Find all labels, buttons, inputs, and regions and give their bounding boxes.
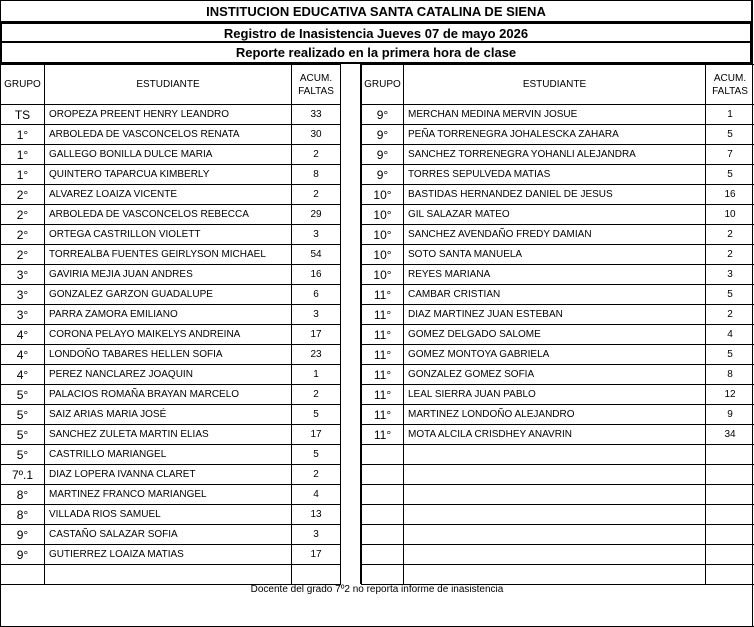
absences-cell: 5 — [292, 405, 341, 425]
group-cell — [362, 545, 404, 565]
group-cell: 4° — [1, 345, 45, 365]
group-cell: 3° — [1, 305, 45, 325]
absences-cell: 4 — [292, 485, 341, 505]
student-name-cell — [404, 525, 706, 545]
table-row — [362, 205, 754, 225]
group-cell — [362, 505, 404, 525]
student-name-cell: GOMEZ DELGADO SALOME — [404, 325, 706, 345]
group-cell: 4° — [1, 365, 45, 385]
group-cell: 9° — [1, 545, 45, 565]
student-name-cell: PALACIOS ROMAÑA BRAYAN MARCELO — [45, 385, 292, 405]
group-cell — [362, 485, 404, 505]
absences-cell: 16 — [706, 185, 754, 205]
group-cell: 2° — [1, 245, 45, 265]
absences-cell — [292, 565, 341, 585]
absences-cell: 5 — [706, 285, 754, 305]
absences-cell — [706, 445, 754, 465]
group-cell: 11° — [362, 325, 404, 345]
student-name-cell: SANCHEZ ZULETA MARTIN ELIAS — [45, 425, 292, 445]
table-row — [362, 525, 754, 545]
group-cell: 11° — [362, 405, 404, 425]
group-cell: 3° — [1, 265, 45, 285]
absences-cell: 5 — [706, 125, 754, 145]
group-cell: 11° — [362, 365, 404, 385]
student-name-cell: ORTEGA CASTRILLON VIOLETT — [45, 225, 292, 245]
group-cell: 3° — [1, 285, 45, 305]
student-name-cell — [404, 545, 706, 565]
absences-cell: 5 — [706, 345, 754, 365]
group-cell: 2° — [1, 205, 45, 225]
table-row — [362, 285, 754, 305]
absences-cell: 12 — [706, 385, 754, 405]
absences-cell: 1 — [292, 365, 341, 385]
table-row — [1, 105, 341, 125]
student-name-cell: MERCHAN MEDINA MERVIN JOSUE — [404, 105, 706, 125]
table-row — [362, 105, 754, 125]
group-cell: 1° — [1, 165, 45, 185]
absences-cell: 9 — [706, 405, 754, 425]
absences-cell: 13 — [292, 505, 341, 525]
group-cell: 9° — [362, 145, 404, 165]
group-cell: 1° — [1, 145, 45, 165]
absences-cell: 17 — [292, 325, 341, 345]
table-row — [362, 245, 754, 265]
group-cell: 9° — [362, 165, 404, 185]
table-row — [362, 305, 754, 325]
student-name-cell: SANCHEZ AVENDAÑO FREDY DAMIAN — [404, 225, 706, 245]
group-cell: 11° — [362, 385, 404, 405]
absences-cell: 2 — [292, 385, 341, 405]
student-name-cell: SOTO SANTA MANUELA — [404, 245, 706, 265]
absences-cell: 3 — [292, 305, 341, 325]
student-name-cell: GIL SALAZAR MATEO — [404, 205, 706, 225]
student-name-cell — [404, 565, 706, 585]
absences-cell: 3 — [292, 225, 341, 245]
table-row — [1, 185, 341, 205]
col-grupo: GRUPO — [1, 65, 45, 105]
table-row — [362, 465, 754, 485]
table-row — [1, 445, 341, 465]
student-name-cell: ARBOLEDA DE VASCONCELOS RENATA — [45, 125, 292, 145]
table-row — [1, 205, 341, 225]
student-name-cell: LONDOÑO TABARES HELLEN SOFIA — [45, 345, 292, 365]
student-name-cell: QUINTERO TAPARCUA KIMBERLY — [45, 165, 292, 185]
school-title: INSTITUCION EDUCATIVA SANTA CATALINA DE SIENA — [0, 0, 752, 22]
table-row — [1, 265, 341, 285]
absences-cell: 30 — [292, 125, 341, 145]
table-row — [1, 325, 341, 345]
table-row — [1, 465, 341, 485]
absences-cell: 4 — [706, 325, 754, 345]
table-row — [362, 545, 754, 565]
student-name-cell: TORREALBA FUENTES GEIRLYSON MICHAEL — [45, 245, 292, 265]
student-name-cell: OROPEZA PREENT HENRY LEANDRO — [45, 105, 292, 125]
group-cell: 7º.1 — [1, 465, 45, 485]
table-row — [362, 485, 754, 505]
table-row — [362, 325, 754, 345]
student-name-cell: GALLEGO BONILLA DULCE MARIA — [45, 145, 292, 165]
col-estudiante: ESTUDIANTE — [45, 65, 292, 105]
group-cell: 11° — [362, 345, 404, 365]
student-name-cell: CASTAÑO SALAZAR SOFIA — [45, 525, 292, 545]
student-name-cell: CASTRILLO MARIANGEL — [45, 445, 292, 465]
absences-cell — [706, 505, 754, 525]
group-cell: 11° — [362, 425, 404, 445]
table-row — [362, 345, 754, 365]
student-name-cell: SAIZ ARIAS MARIA JOSÉ — [45, 405, 292, 425]
student-name-cell: GUTIERREZ LOAIZA MATIAS — [45, 545, 292, 565]
group-cell: 11° — [362, 305, 404, 325]
table-row — [1, 505, 341, 525]
student-name-cell: MOTA ALCILA CRISDHEY ANAVRIN — [404, 425, 706, 445]
group-cell: 9° — [362, 125, 404, 145]
student-name-cell — [404, 485, 706, 505]
group-cell — [362, 525, 404, 545]
absences-cell: 7 — [706, 145, 754, 165]
col-grupo: GRUPO — [362, 65, 404, 105]
student-name-cell — [45, 565, 292, 585]
absences-cell: 34 — [706, 425, 754, 445]
table-row — [362, 165, 754, 185]
absences-cell: 3 — [706, 265, 754, 285]
register-title: Registro de Inasistencia Jueves 07 de mayo 2026 — [0, 22, 752, 43]
student-name-cell: LEAL SIERRA JUAN PABLO — [404, 385, 706, 405]
group-cell: 2° — [1, 185, 45, 205]
absences-cell: 10 — [706, 205, 754, 225]
absences-cell — [706, 525, 754, 545]
table-row — [1, 385, 341, 405]
absences-cell: 2 — [706, 305, 754, 325]
group-cell: 10° — [362, 225, 404, 245]
student-name-cell — [404, 445, 706, 465]
absences-cell: 29 — [292, 205, 341, 225]
group-cell: 4° — [1, 325, 45, 345]
table-row — [362, 125, 754, 145]
absences-cell: 5 — [706, 165, 754, 185]
student-name-cell: TORRES SEPULVEDA MATIAS — [404, 165, 706, 185]
absences-cell — [706, 545, 754, 565]
absences-cell: 2 — [706, 245, 754, 265]
table-row — [362, 405, 754, 425]
table-row — [1, 485, 341, 505]
table-row — [362, 265, 754, 285]
group-cell: 10° — [362, 185, 404, 205]
table-row — [1, 225, 341, 245]
student-name-cell: GONZALEZ GARZON GUADALUPE — [45, 285, 292, 305]
table-row — [1, 425, 341, 445]
table-row — [1, 165, 341, 185]
student-name-cell: DIAZ MARTINEZ JUAN ESTEBAN — [404, 305, 706, 325]
group-cell: 5° — [1, 405, 45, 425]
student-name-cell — [404, 465, 706, 485]
group-cell: 10° — [362, 205, 404, 225]
table-row — [362, 145, 754, 165]
group-cell: 5° — [1, 385, 45, 405]
table-row — [1, 545, 341, 565]
group-cell — [362, 565, 404, 585]
absences-cell: 2 — [706, 225, 754, 245]
table-row — [1, 405, 341, 425]
absences-cell: 17 — [292, 425, 341, 445]
absences-cell: 17 — [292, 545, 341, 565]
table-row — [362, 385, 754, 405]
absences-cell: 23 — [292, 345, 341, 365]
student-name-cell: BASTIDAS HERNANDEZ DANIEL DE JESUS — [404, 185, 706, 205]
table-row — [1, 345, 341, 365]
group-cell — [362, 445, 404, 465]
student-name-cell: VILLADA RIOS SAMUEL — [45, 505, 292, 525]
student-name-cell: PARRA ZAMORA EMILIANO — [45, 305, 292, 325]
group-cell: 8° — [1, 505, 45, 525]
absences-cell: 2 — [292, 145, 341, 165]
report-subtitle: Reporte realizado en la primera hora de clase — [0, 43, 752, 64]
col-acum-faltas: ACUM. FALTAS — [706, 65, 754, 105]
absences-cell: 2 — [292, 465, 341, 485]
table-row — [1, 285, 341, 305]
table-header-row — [362, 65, 754, 105]
student-name-cell: DIAZ LOPERA IVANNA CLARET — [45, 465, 292, 485]
student-name-cell: PEREZ NANCLAREZ JOAQUIN — [45, 365, 292, 385]
student-name-cell: GOMEZ MONTOYA GABRIELA — [404, 345, 706, 365]
table-row — [362, 505, 754, 525]
group-cell — [362, 465, 404, 485]
absences-cell: 8 — [706, 365, 754, 385]
table-row — [362, 445, 754, 465]
absences-cell: 5 — [292, 445, 341, 465]
table-row — [1, 245, 341, 265]
student-name-cell: SANCHEZ TORRENEGRA YOHANLI ALEJANDRA — [404, 145, 706, 165]
absences-cell: 8 — [292, 165, 341, 185]
student-name-cell: CAMBAR CRISTIAN — [404, 285, 706, 305]
group-cell: 10° — [362, 245, 404, 265]
table-row — [1, 125, 341, 145]
student-name-cell: ARBOLEDA DE VASCONCELOS REBECCA — [45, 205, 292, 225]
col-acum-faltas: ACUM. FALTAS — [292, 65, 341, 105]
group-cell: 1° — [1, 125, 45, 145]
footer-note: Docente del grado 7º2 no reporta informe de inasistencia — [250, 584, 504, 595]
group-cell: 10° — [362, 265, 404, 285]
group-cell: 8° — [1, 485, 45, 505]
student-name-cell — [404, 505, 706, 525]
frame-right — [752, 0, 753, 627]
attendance-table-left — [0, 64, 341, 585]
absences-cell: 2 — [292, 185, 341, 205]
group-cell: 5° — [1, 445, 45, 465]
absences-cell: 1 — [706, 105, 754, 125]
student-name-cell: CORONA PELAYO MAIKELYS ANDREINA — [45, 325, 292, 345]
student-name-cell: GAVIRIA MEJIA JUAN ANDRES — [45, 265, 292, 285]
table-row — [1, 565, 341, 585]
group-cell: 11° — [362, 285, 404, 305]
absences-cell: 3 — [292, 525, 341, 545]
student-name-cell: REYES MARIANA — [404, 265, 706, 285]
group-cell: 2° — [1, 225, 45, 245]
table-row — [1, 305, 341, 325]
absences-cell — [706, 465, 754, 485]
group-cell: 9° — [362, 105, 404, 125]
group-cell — [1, 565, 45, 585]
absences-cell — [706, 565, 754, 585]
absences-cell: 33 — [292, 105, 341, 125]
table-header-row — [1, 65, 341, 105]
group-cell: TS — [1, 105, 45, 125]
absences-cell — [706, 485, 754, 505]
table-row — [362, 425, 754, 445]
student-name-cell: MARTINEZ FRANCO MARIANGEL — [45, 485, 292, 505]
col-estudiante: ESTUDIANTE — [404, 65, 706, 105]
student-name-cell: GONZALEZ GOMEZ SOFIA — [404, 365, 706, 385]
table-row — [1, 525, 341, 545]
table-row — [362, 365, 754, 385]
absences-cell: 54 — [292, 245, 341, 265]
group-cell: 5° — [1, 425, 45, 445]
student-name-cell: PEÑA TORRENEGRA JOHALESCKA ZAHARA — [404, 125, 706, 145]
absences-cell: 16 — [292, 265, 341, 285]
table-row — [362, 185, 754, 205]
table-row — [1, 365, 341, 385]
table-row — [362, 225, 754, 245]
table-row — [362, 565, 754, 585]
group-cell: 9° — [1, 525, 45, 545]
student-name-cell: ALVAREZ LOAIZA VICENTE — [45, 185, 292, 205]
table-row — [1, 145, 341, 165]
table-gap — [340, 64, 361, 584]
absences-cell: 6 — [292, 285, 341, 305]
student-name-cell: MARTINEZ LONDOÑO ALEJANDRO — [404, 405, 706, 425]
attendance-table-right — [361, 64, 754, 585]
